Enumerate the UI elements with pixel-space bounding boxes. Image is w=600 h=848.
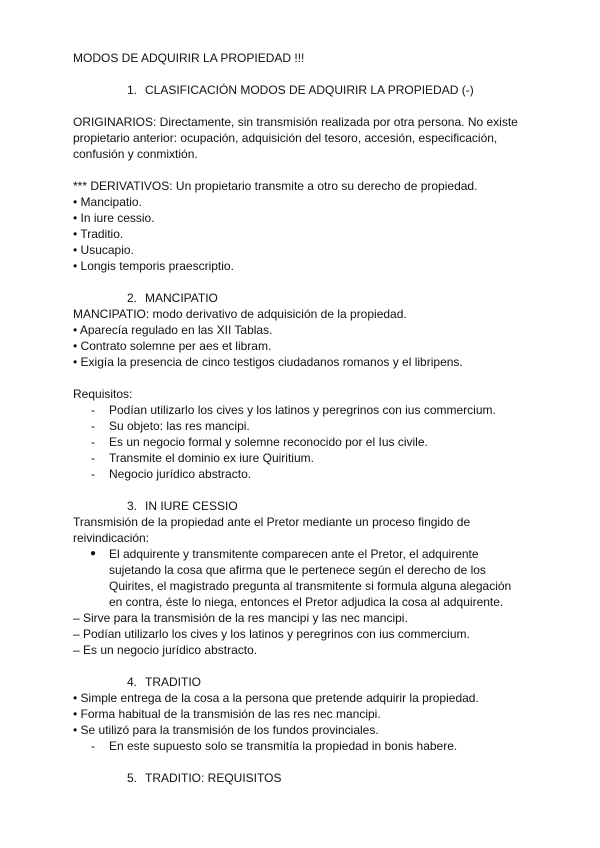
dash-marker: - bbox=[91, 451, 95, 465]
list-item: • Usucapio. bbox=[73, 243, 134, 257]
section-3-number: 3. bbox=[127, 499, 138, 513]
section-2-heading bbox=[127, 290, 218, 306]
dash-marker: - bbox=[91, 467, 95, 481]
section-1-number: 1. bbox=[127, 83, 138, 97]
cessio-intro-line: reivindicación: bbox=[73, 531, 150, 545]
originarios-line: confusión y conmixtión. bbox=[73, 147, 198, 161]
requisito-item: Transmite el dominio ex iure Quiritium. bbox=[109, 451, 314, 465]
cessio-paragraph-line: Quirites, el magistrado pregunta al transmitente si formula alguna alegación bbox=[109, 579, 512, 593]
mancipatio-intro: MANCIPATIO: modo derivativo de adquisición de la propiedad. bbox=[73, 307, 407, 321]
requisito-item: Negocio jurídico abstracto. bbox=[109, 467, 252, 481]
document-title: MODOS DE ADQUIRIR LA PROPIEDAD !!! bbox=[73, 51, 305, 65]
section-4-title: TRADITIO bbox=[145, 675, 201, 689]
derivativos-line: *** DERIVATIVOS: Un propietario transmite a otro su derecho de propiedad. bbox=[73, 179, 478, 193]
section-5-title: TRADITIO: REQUISITOS bbox=[145, 771, 282, 785]
dash-marker: - bbox=[91, 419, 95, 433]
cessio-paragraph-line: en contra, éste lo niega, entonces el Pretor adjudica la cosa al adquirente. bbox=[109, 595, 504, 609]
list-item: • Se utilizó para la transmisión de los fundos provinciales. bbox=[73, 723, 379, 737]
requisito-item: Su objeto: las res mancipi. bbox=[109, 419, 250, 433]
section-1-heading bbox=[127, 82, 474, 98]
list-item: – Podían utilizarlo los cives y los latinos y peregrinos con ius commercium. bbox=[73, 627, 470, 641]
section-4-number: 4. bbox=[127, 675, 138, 689]
list-item: – Sirve para la transmisión de la res mancipi y las nec mancipi. bbox=[73, 611, 408, 625]
list-item: • Simple entrega de la cosa a la persona que pretende adquirir la propiedad. bbox=[73, 691, 479, 705]
list-item: • Forma habitual de la transmisión de las res nec mancipi. bbox=[73, 707, 381, 721]
section-1-title: CLASIFICACIÓN MODOS DE ADQUIRIR LA PROPIEDAD (-) bbox=[145, 83, 474, 97]
originarios-line: propietario anterior: ocupación, adquisición del tesoro, accesión, especificación, bbox=[73, 131, 498, 145]
section-5-number: 5. bbox=[127, 771, 138, 785]
cessio-intro-line: Transmisión de la propiedad ante el Pretor mediante un proceso fingido de bbox=[73, 515, 471, 529]
list-item: • Exigía la presencia de cinco testigos ciudadanos romanos y el libripens. bbox=[73, 355, 463, 369]
dash-marker: - bbox=[91, 403, 95, 417]
dash-marker: - bbox=[91, 435, 95, 449]
requisito-item: Podían utilizarlo los cives y los latinos y peregrinos con ius commercium. bbox=[109, 403, 496, 417]
cessio-paragraph-line: sujetando la cosa que afirma que le pertenece según el derecho de los bbox=[109, 563, 486, 577]
list-item: • Mancipatio. bbox=[73, 195, 142, 209]
list-item: • In iure cessio. bbox=[73, 211, 155, 225]
section-2-number: 2. bbox=[127, 291, 138, 305]
originarios-line: ORIGINARIOS: Directamente, sin transmisión realizada por otra persona. No existe bbox=[73, 115, 518, 129]
list-item: • Contrato solemne per aes et libram. bbox=[73, 339, 272, 353]
list-item: • Aparecía regulado en las XII Tablas. bbox=[73, 323, 273, 337]
list-item: • Traditio. bbox=[73, 227, 124, 241]
section-4-heading bbox=[127, 674, 201, 690]
list-item: – Es un negocio jurídico abstracto. bbox=[73, 643, 258, 657]
section-3-title: IN IURE CESSIO bbox=[145, 499, 238, 513]
traditio-sub-item: En este supuesto solo se transmitía la propiedad in bonis habere. bbox=[109, 739, 458, 753]
section-2-title: MANCIPATIO bbox=[145, 291, 218, 305]
list-item: • Longis temporis praescriptio. bbox=[73, 259, 234, 273]
section-3-heading bbox=[127, 498, 238, 514]
requisito-item: Es un negocio formal y solemne reconocido por el Ius civile. bbox=[109, 435, 428, 449]
section-5-heading bbox=[127, 770, 281, 786]
requisitos-label: Requisitos: bbox=[73, 387, 133, 401]
bullet-marker: ● bbox=[90, 548, 97, 559]
dash-marker: - bbox=[91, 739, 95, 753]
cessio-paragraph-line: El adquirente y transmitente comparecen ante el Pretor, el adquirente bbox=[109, 547, 479, 561]
